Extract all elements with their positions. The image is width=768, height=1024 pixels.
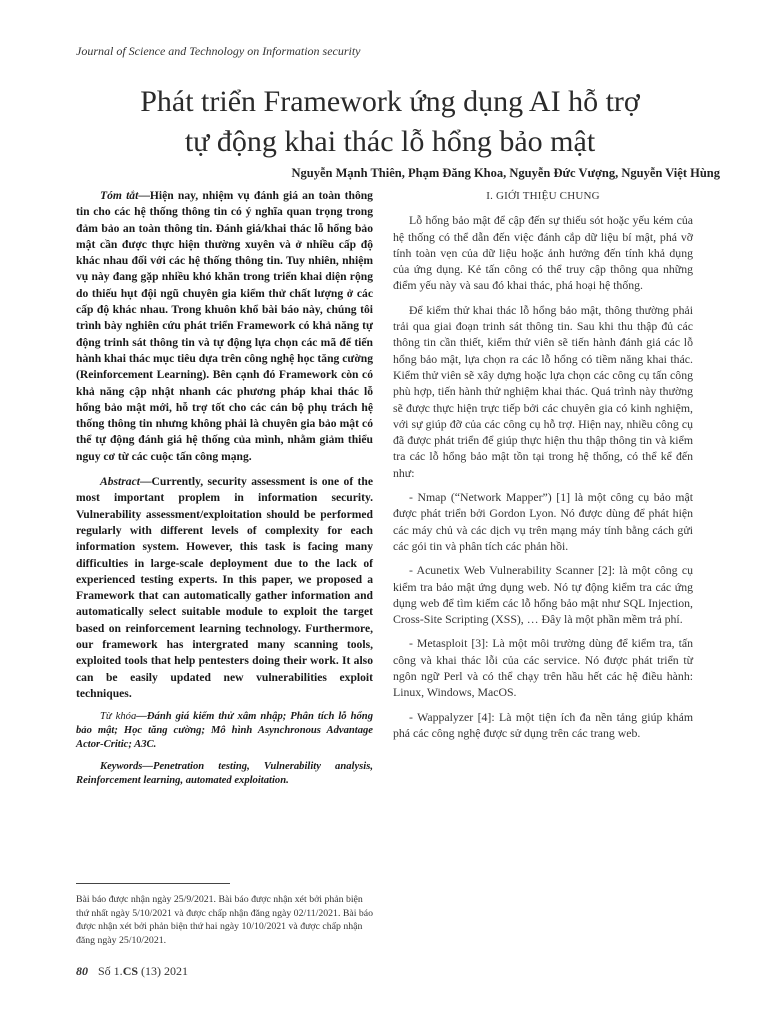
left-column bbox=[76, 188, 373, 788]
abstract-text: Currently, security assessment is one of the most important proplem in information security. Vulnerability assessment/exploitation should be performed regularly with different levels of complexity for each information system. However, this task is facing many difficulties in large-scale deployment due to the lack of experienced testing experts. In this paper, we proposed a Framework that can automatically gather information and automatically select suitable module to exploit the target based on reinforcement learning technology. Furthermore, our framework has intergrated many scanning tools, exploited tools that help pentesters doing their work. It also can be easily updated new vulnerabilities exploit techniques. bbox=[76, 475, 373, 700]
paper-title bbox=[60, 82, 720, 162]
issue-prefix: Số 1. bbox=[98, 964, 123, 978]
page-footer bbox=[76, 964, 188, 979]
vietnamese-abstract bbox=[76, 188, 373, 465]
issue-suffix: (13) 2021 bbox=[138, 964, 189, 978]
footnote-divider bbox=[76, 883, 230, 884]
abstract-dash: — bbox=[139, 475, 152, 489]
vietnamese-keywords bbox=[76, 710, 373, 752]
tukhoa-text: —Đánh giá kiểm thử xâm nhập; Phân tích lỗ hổng bảo mật; Học tăng cường; Mô hình Asynchronous Advantage Actor-Critic; A3C. bbox=[76, 711, 373, 751]
page-number: 80 bbox=[76, 964, 88, 978]
footnote bbox=[76, 893, 376, 947]
list-item-wappalyzer: - Wappalyzer [4]: Là một tiện ích đa nền tảng giúp khám phá các công nghệ được sử dụng trên các trang web. bbox=[393, 709, 693, 740]
author-list: Nguyễn Mạnh Thiên, Phạm Đăng Khoa, Nguyễn Đức Vượng, Nguyễn Việt Hùng bbox=[291, 166, 720, 180]
keywords-label: Keywords bbox=[100, 761, 143, 773]
list-item-acunetix: - Acunetix Web Vulnerability Scanner [2]: là một công cụ kiểm tra bảo mật ứng dụng web. Nó tự động kiểm tra các ứng dụng web để tìm kiếm các lỗ hổng bảo mật như SQL Injection, Cross-Site Scripting (XSS), … Đây là một phần mềm trả phí. bbox=[393, 563, 693, 627]
tomtat-label: Tóm tắt bbox=[100, 189, 139, 202]
paper-title-line-1: Phát triển Framework ứng dụng AI hỗ trợ bbox=[140, 85, 640, 118]
tomtat-dash: — bbox=[138, 189, 150, 202]
list-item-metasploit: - Metasploit [3]: Là một môi trường dùng để kiểm tra, tấn công và khai thác lỗi của các service. Nó được phát triển từ ngôn ngữ Perl và có thể chạy trên hầu hết các hệ điều hành: Linux, Windows, MacOS. bbox=[393, 636, 693, 700]
english-abstract bbox=[76, 474, 373, 702]
tukhoa-label: Từ khóa bbox=[100, 711, 137, 723]
journal-running-head: Journal of Science and Technology on Information security bbox=[76, 44, 361, 58]
keywords-text: —Penetration testing, Vulnerability analysis, Reinforcement learning, automated exploitation. bbox=[76, 761, 373, 787]
issue-cs: CS bbox=[122, 964, 139, 978]
body-paragraph-1: Lỗ hổng bảo mật để cập đến sự thiếu sót hoặc yếu kém của hệ thống có thể dẫn đến việc đánh cắp dữ liệu bí mật, phá vỡ tính toàn vẹn của dữ liệu hoặc ảnh hưởng đến tính khả dụng của ứng dụng. Kẻ tấn công có thể truy cập thông qua những điểm yếu này và sau đó khai thác, phá hoại hệ thống. bbox=[393, 213, 693, 293]
paper-title-line-2: tự động khai thác lỗ hổng bảo mật bbox=[184, 125, 596, 158]
abstract-label: Abstract bbox=[100, 475, 140, 489]
body-paragraph-2: Để kiểm thử khai thác lỗ hổng bảo mật, thông thường phải trải qua giai đoạn trinh sát thông tin. Sau khi thu thập đủ các thông tin cần thiết, kiểm thử viên sẽ tiến hành đánh giá các lỗ hổng bảo mật, lựa chọn ra các lỗ hổng có tiềm năng khai thác. Kiểm thử viên sẽ xây dựng hoặc lựa chọn các công cụ tấn công phù hợp, tiến hành thử nghiệm khai thác. Quá trình này thường sẽ được thực hiện trực tiếp bởi các chuyên gia có kinh nghiệm, với sự giúp đỡ của các công cụ hỗ trợ. Hiện nay, nhiều công cụ đã được phát triển để giúp thực hiện thu thập thông tin và kiểm tra các lỗ hổng bảo mật tồn tại trong hệ thống, có thể kể đến như: bbox=[393, 302, 693, 480]
english-keywords bbox=[76, 760, 373, 788]
tomtat-text: Hiện nay, nhiệm vụ đánh giá an toàn thông tin cho các hệ thống thông tin có ý nghĩa quan trọng trong đảm bảo an toàn thông tin. Đánh giá/khai thác lỗ hổng bảo mật cần được thực hiện thường xuyên và ở nhiều cấp độ khác nhau đối với các hệ thống thông tin. Tuy nhiên, nhiệm vụ này đang gặp nhiều khó khăn trong triển khai diện rộng do thiếu hụt đội ngũ chuyên gia kiểm thử chất lượng ở các cấp độ khác nhau. Trong khuôn khổ bài báo này, chúng tôi trình bày nghiên cứu phát triển Framework có khả năng tự động trinh sát thông tin và tự động lựa chọn các mã để tiến hành khai thác mục tiêu dựa trên công nghệ học tăng cường (Reinforcement Learning). Bên cạnh đó Framework còn có khả năng cập nhật nhanh các phương pháp khai thác lỗ hổng bảo mật mới, hỗ trợ tốt cho các cán bộ phụ trách hệ thống thông tin nhưng không phải là chuyên gia bảo mật có thể tự động đánh giá hệ thống của mình, nhằm giảm thiểu nguy cơ từ các cuộc tấn công mạng. bbox=[76, 189, 374, 463]
right-column bbox=[393, 188, 693, 749]
footnote-text: Bài báo được nhận ngày 25/9/2021. Bài báo được nhận xét bởi phản biện thứ nhất ngày 5/10/2021 và được chấp nhận đăng ngày 02/11/2021. Bài báo được nhận xét bởi phản biện thứ hai ngày 10/10/2021 và được chấp nhận đăng ngày 25/10/2021. bbox=[76, 894, 374, 946]
list-item-nmap: - Nmap (“Network Mapper”) [1] là một công cụ bảo mật được phát triển bởi Gordon Lyon. Nó được dùng để phát hiện các máy chủ và các dịch vụ trên mạng máy tính bằng cách gửi các gói tin và phân tích các phản hồi. bbox=[393, 490, 693, 553]
section-heading: I. GIỚI THIỆU CHUNG bbox=[486, 190, 600, 202]
